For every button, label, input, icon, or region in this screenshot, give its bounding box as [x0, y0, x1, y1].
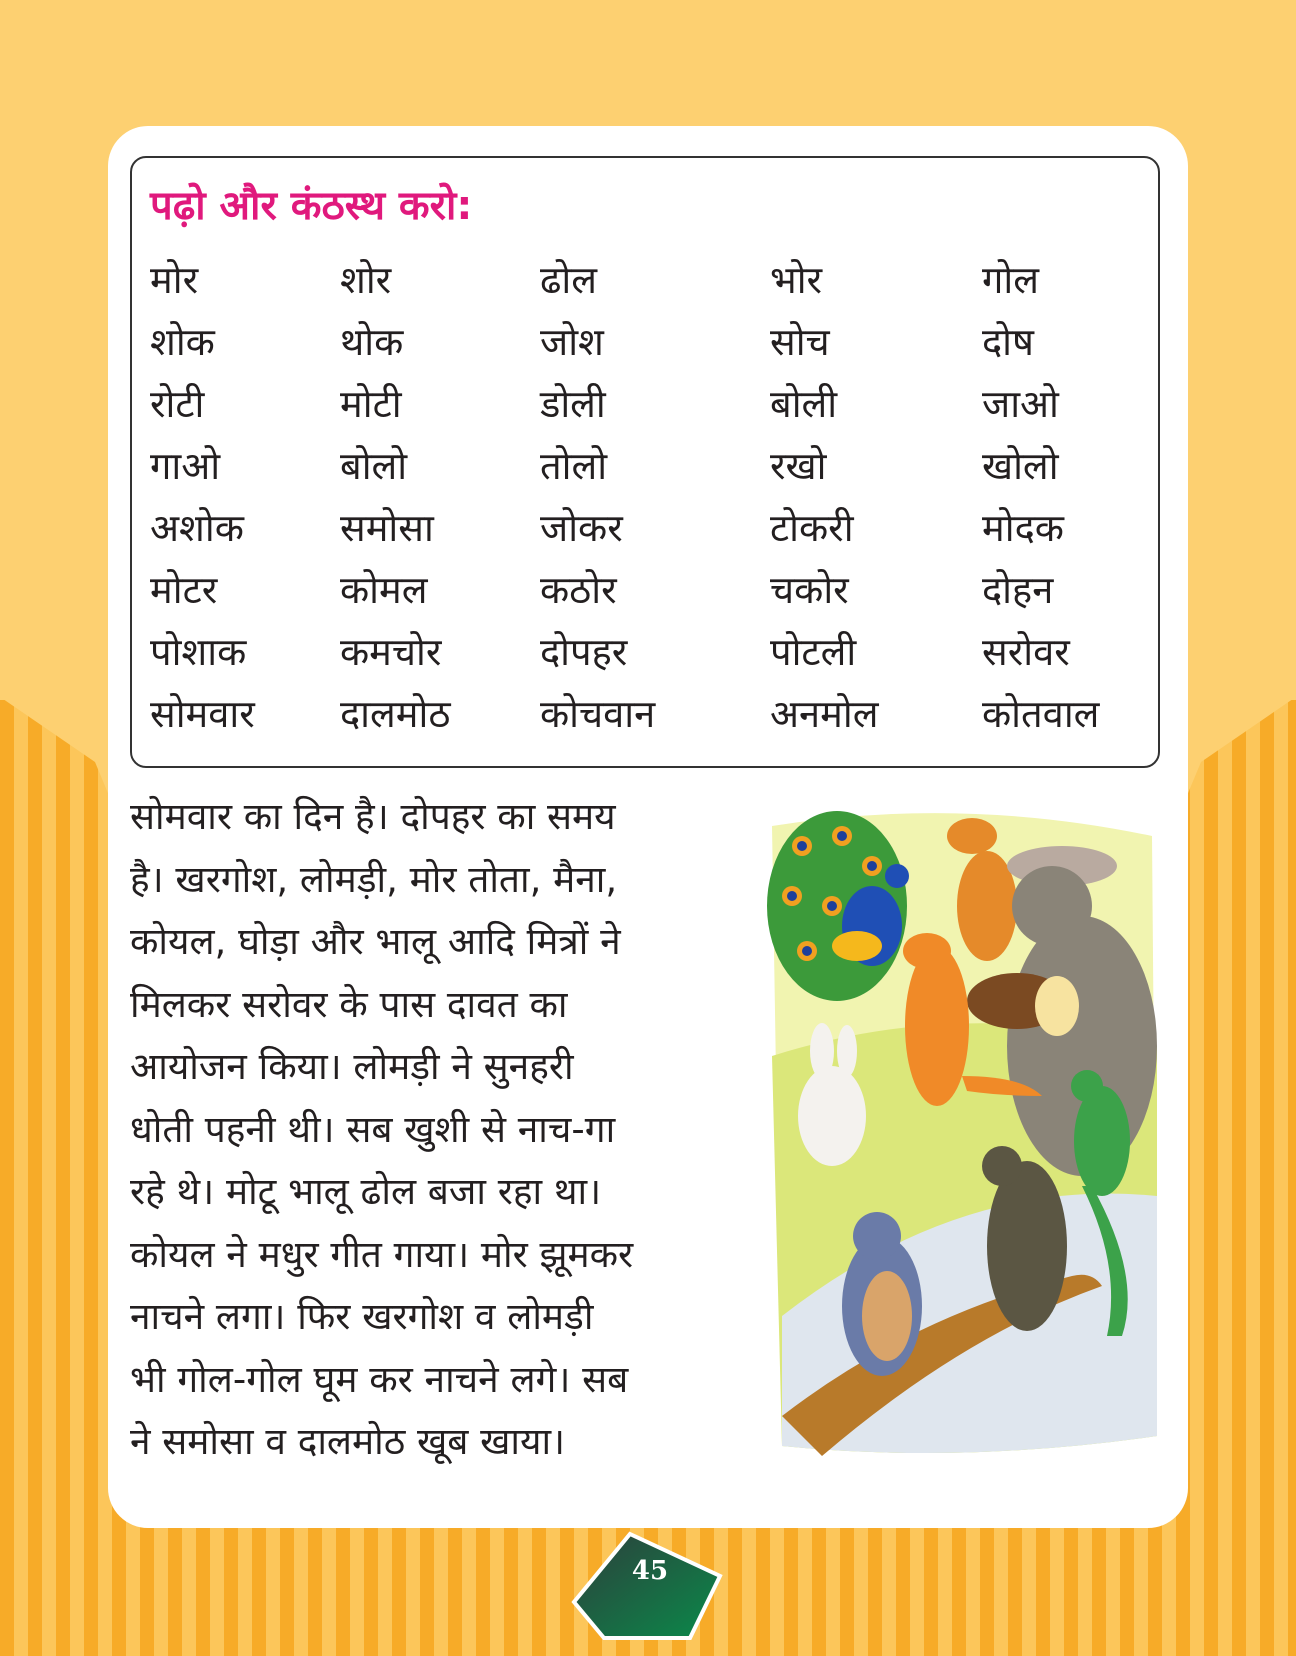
- page-number: 45: [631, 1556, 669, 1586]
- word: मोर: [150, 258, 199, 302]
- word-row: [150, 496, 1130, 558]
- word-row: [150, 620, 1130, 682]
- exercise-heading: पढ़ो और कंठस्थ करो:: [150, 183, 473, 229]
- word-row: [150, 310, 1130, 372]
- word: दोहन: [982, 568, 1054, 612]
- passage-line: सोमवार का दिन है। दोपहर का समय: [130, 795, 616, 838]
- word-row: [150, 682, 1130, 744]
- word-row: [150, 248, 1130, 310]
- word: दालमोठ: [340, 692, 451, 736]
- story-passage: [130, 786, 740, 1474]
- word: गाओ: [150, 444, 221, 488]
- word: टोकरी: [770, 506, 854, 550]
- word: दोपहर: [540, 630, 628, 674]
- passage-line: मिलकर सरोवर के पास दावत का: [130, 982, 568, 1026]
- word: रोटी: [150, 382, 205, 426]
- word: सरोवर: [982, 630, 1070, 674]
- word: कोचवान: [540, 692, 656, 736]
- word: कठोर: [540, 568, 617, 612]
- passage-line: कोयल, घोड़ा और भालू आदि मित्रों ने: [130, 920, 621, 963]
- passage-line: नाचने लगा। फिर खरगोश व लोमड़ी: [130, 1295, 594, 1338]
- word: खोलो: [982, 444, 1059, 488]
- animal-party-illustration: [762, 796, 1162, 1464]
- word: मोटी: [340, 382, 402, 426]
- word: ढोल: [540, 258, 598, 302]
- word: जाओ: [982, 382, 1059, 426]
- passage-line: भी गोल-गोल घूम कर नाचने लगे। सब: [130, 1357, 629, 1401]
- passage-line: ने समोसा व दालमोठ खूब खाया।: [130, 1420, 566, 1463]
- word: थोक: [340, 320, 404, 364]
- word: मोदक: [982, 506, 1064, 550]
- word: पोशाक: [150, 630, 247, 674]
- passage-line: कोयल ने मधुर गीत गाया। मोर झूमकर: [130, 1232, 634, 1276]
- word: जोश: [540, 320, 604, 364]
- word: जोकर: [540, 506, 623, 550]
- word: शोक: [150, 320, 215, 364]
- word: बोली: [770, 382, 838, 426]
- word: मोटर: [150, 568, 218, 612]
- word: दोष: [982, 320, 1034, 364]
- word: कोमल: [340, 568, 428, 612]
- passage-line: रहे थे। मोटू भालू ढोल बजा रहा था।: [130, 1170, 602, 1213]
- word: रखो: [770, 444, 827, 488]
- word: बोलो: [340, 444, 408, 488]
- word: अनमोल: [770, 692, 879, 736]
- word: भोर: [770, 258, 823, 302]
- word: गोल: [982, 258, 1040, 302]
- word: शोर: [340, 258, 392, 302]
- word: समोसा: [340, 506, 434, 550]
- word: चकोर: [770, 568, 849, 612]
- word: पोटली: [770, 630, 857, 674]
- passage-line: धोती पहनी थी। सब खुशी से नाच-गा: [130, 1107, 616, 1151]
- word: डोली: [540, 382, 606, 426]
- word: तोलो: [540, 444, 608, 488]
- word-row: [150, 434, 1130, 496]
- word: सोमवार: [150, 692, 255, 736]
- passage-line: आयोजन किया। लोमड़ी ने सुनहरी: [130, 1045, 574, 1088]
- word: कोतवाल: [982, 692, 1100, 736]
- page-number-badge: [570, 1530, 730, 1642]
- passage-line: है। खरगोश, लोमड़ी, मोर तोता, मैना,: [130, 857, 618, 901]
- word: कमचोर: [340, 630, 442, 674]
- word: अशोक: [150, 506, 244, 550]
- word-grid: [150, 248, 1130, 744]
- word-row: [150, 558, 1130, 620]
- word: सोच: [770, 320, 830, 364]
- word-row: [150, 372, 1130, 434]
